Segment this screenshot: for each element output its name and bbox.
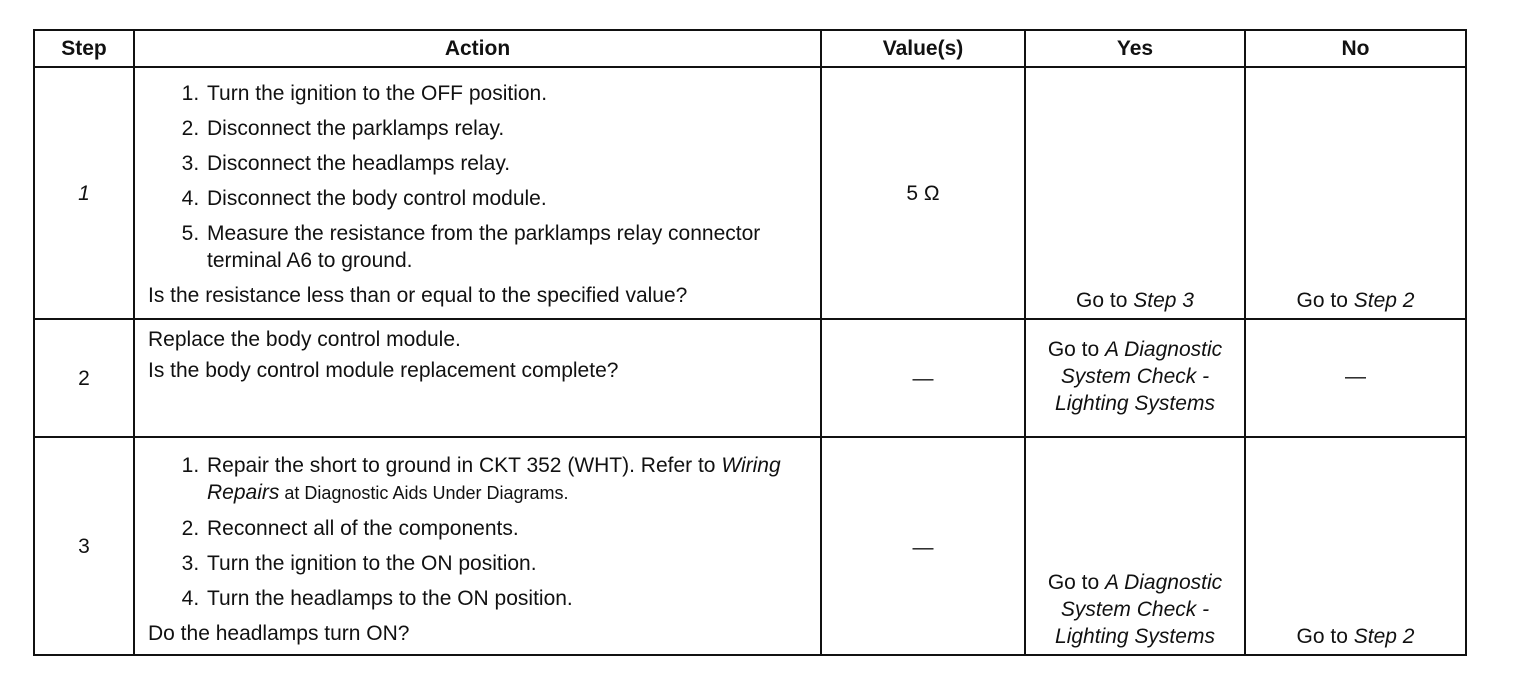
yes-cell [1025, 437, 1245, 655]
list-item [205, 452, 810, 507]
no-cell [1245, 437, 1466, 655]
yes-link[interactable]: A Diagnostic System Check - Lighting Systems [1055, 337, 1223, 415]
list-item: 5. Measure the resistance from the parklamps relay connector terminal A6 to ground. [205, 220, 810, 274]
step-number: 3 [34, 437, 134, 655]
no-prefix: Go to [1296, 625, 1354, 648]
no-link[interactable]: Step 2 [1353, 289, 1415, 312]
no-cell [1245, 67, 1466, 319]
header-values: Value(s) [821, 30, 1025, 67]
step-number: 2 [34, 319, 134, 437]
yes-cell [1025, 319, 1245, 437]
list-item: 2. Reconnect all of the components. [205, 515, 810, 542]
header-step: Step [34, 30, 134, 67]
value-cell: 5 Ω [821, 67, 1025, 319]
header-action: Action [134, 30, 821, 67]
table-row [34, 67, 1466, 319]
action-cell [134, 319, 821, 437]
value-text: — [912, 536, 934, 559]
table-row [34, 437, 1466, 655]
no-link[interactable]: Step 2 [1353, 625, 1415, 648]
table-row [34, 319, 1466, 437]
yes-link[interactable]: A Diagnostic System Check - Lighting Systems [1055, 571, 1223, 648]
action-list [148, 452, 810, 612]
list-item: 2. Disconnect the parklamps relay. [205, 115, 810, 142]
no-prefix: Go to [1296, 289, 1354, 312]
question-text: Is the resistance less than or equal to the specified value? [148, 284, 688, 307]
yes-prefix: Go to [1047, 571, 1106, 594]
action-cell [134, 437, 821, 655]
question-text: Is the body control module replacement complete? [148, 359, 619, 382]
list-item: 3. Turn the ignition to the ON position. [205, 550, 810, 577]
value-text: — [912, 366, 934, 390]
no-cell: — [1245, 319, 1466, 437]
diagnostic-table [33, 29, 1467, 656]
header-yes: Yes [1025, 30, 1245, 67]
header-no: No [1245, 30, 1466, 67]
item-text: at Diagnostic Aids Under Diagrams. [279, 483, 569, 503]
question-text: Do the headlamps turn ON? [148, 622, 410, 645]
wiring-repairs-link[interactable]: Wiring Repairs [207, 454, 781, 504]
yes-prefix: Go to [1076, 289, 1134, 312]
header-row [34, 30, 1466, 67]
value-cell [821, 319, 1025, 437]
yes-link[interactable]: Step 3 [1133, 289, 1194, 312]
item-text: Repair the short to ground in CKT 352 (WHT). Refer to [207, 454, 722, 477]
step-number: 1 [34, 67, 134, 319]
action-list [148, 80, 810, 274]
yes-prefix: Go to [1047, 337, 1106, 361]
value-cell [821, 437, 1025, 655]
list-item: 4. Disconnect the body control module. [205, 185, 810, 212]
yes-cell [1025, 67, 1245, 319]
list-item: 1. Turn the ignition to the OFF position. [205, 80, 810, 107]
list-item: 3. Disconnect the headlamps relay. [205, 150, 810, 177]
action-cell [134, 67, 821, 319]
action-text: Replace the body control module. [148, 328, 461, 351]
list-item: 4. Turn the headlamps to the ON position. [205, 585, 810, 612]
